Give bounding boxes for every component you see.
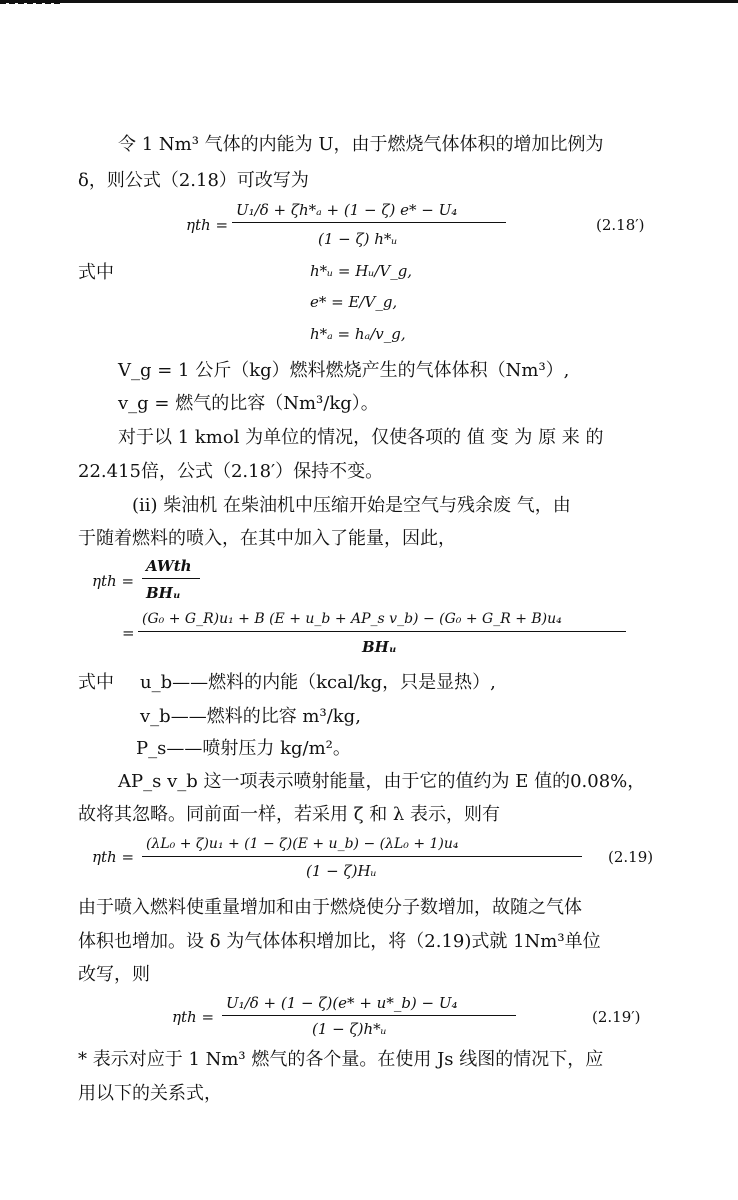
def-vb: v_b——燃料的比容 m³/kg,: [140, 706, 361, 727]
eq3-denominator: (1 − ζ)Hᵤ: [306, 862, 377, 880]
eq2-denominator: BHᵤ: [146, 584, 181, 602]
vg-definition: V_g = 1 公斤（kg）燃料燃烧产生的气体体积（Nm³）,: [118, 360, 570, 381]
def-ub: u_b——燃料的内能（kcal/kg，只是显热）,: [140, 672, 496, 693]
eq1-number: (2.18′): [596, 216, 645, 234]
eq2-fraction-bar-2: [138, 631, 626, 632]
eq1-fraction-bar: [232, 222, 506, 223]
def-hu-star: h*ᵤ = Hᵤ/V_g,: [310, 262, 413, 280]
eq3-number: (2.19): [608, 848, 654, 866]
paragraph-6-line-1: * 表示对应于 1 Nm³ 燃气的各个量。在使用 Js 线图的情况下，应: [78, 1049, 604, 1070]
eq4-number: (2.19′): [592, 1008, 641, 1026]
eq3-fraction-bar: [142, 856, 582, 857]
paragraph-1-line-2: δ，则公式（2.18）可改写为: [78, 170, 309, 191]
paragraph-5-line-2: 体积也增加。设 δ 为气体体积增加比，将（2.19)式就 1Nm³单位: [78, 931, 601, 952]
paragraph-3-line-2: 于随着燃料的喷入，在其中加入了能量，因此，: [78, 528, 456, 549]
eq2-numerator-expanded: (G₀ + G_R)u₁ + B (E + u_b + AP_s v_b) − (G₀ + G_R + B)u₄: [142, 611, 562, 627]
def-ha-star: h*ₐ = hₐ/v_g,: [310, 325, 406, 343]
paragraph-5-line-3: 改写，则: [78, 964, 150, 985]
eq4-fraction-bar: [222, 1015, 516, 1016]
eq4-denominator: (1 − ζ)h*ᵤ: [312, 1020, 387, 1038]
paragraph-4-line-1: AP_s v_b 这一项表示喷射能量，由于它的值约为 E 值的0.08%，: [118, 771, 646, 792]
eq3-numerator: (λL₀ + ζ)u₁ + (1 − ζ)(E + u_b) − (λL₀ + 1)u₄: [146, 836, 459, 852]
eq1-lhs: ηth =: [186, 216, 229, 234]
paragraph-1-line-1: 令 1 Nm³ 气体的内能为 U，由于燃烧气体体积的增加比例为: [118, 134, 604, 155]
paragraph-5-line-1: 由于喷入燃料使重量增加和由于燃烧使分子数增加，故随之气体: [78, 897, 582, 918]
eq2-lhs: ηth =: [92, 572, 135, 590]
paragraph-2-line-1: 对于以 1 kmol 为单位的情况，仅使各项的 值 变 为 原 来 的: [118, 427, 604, 448]
paragraph-4-line-2: 故将其忽略。同前面一样，若采用 ζ 和 λ 表示，则有: [78, 804, 501, 825]
eq1-denominator: (1 − ζ) h*ᵤ: [318, 230, 398, 248]
eq2-equals: =: [122, 624, 135, 642]
eq3-lhs: ηth =: [92, 848, 135, 866]
eq2-denominator-expanded: BHᵤ: [362, 638, 397, 656]
eq2-fraction-bar: [142, 578, 200, 579]
where-label-2: 式中: [78, 672, 114, 693]
paragraph-3-line-1: (ii) 柴油机 在柴油机中压缩开始是空气与残余废 气，由: [132, 495, 571, 516]
def-ps: P_s——喷射压力 kg/m²。: [136, 738, 351, 759]
def-e-star: e* = E/V_g,: [310, 293, 398, 311]
paragraph-6-line-2: 用以下的关系式，: [78, 1083, 222, 1104]
eq4-numerator: U₁/δ + (1 − ζ)(e* + u*_b) − U₄: [226, 994, 458, 1012]
paragraph-2-line-2: 22.415倍，公式（2.18′）保持不变。: [78, 461, 384, 482]
where-label-1: 式中: [78, 262, 114, 283]
eq2-numerator: AWth: [146, 557, 192, 575]
vg-specific-volume: v_g = 燃气的比容（Nm³/kg）。: [118, 393, 379, 414]
eq4-lhs: ηth =: [172, 1008, 215, 1026]
eq1-numerator: U₁/δ + ζh*ₐ + (1 − ζ) e* − U₄: [236, 201, 458, 219]
